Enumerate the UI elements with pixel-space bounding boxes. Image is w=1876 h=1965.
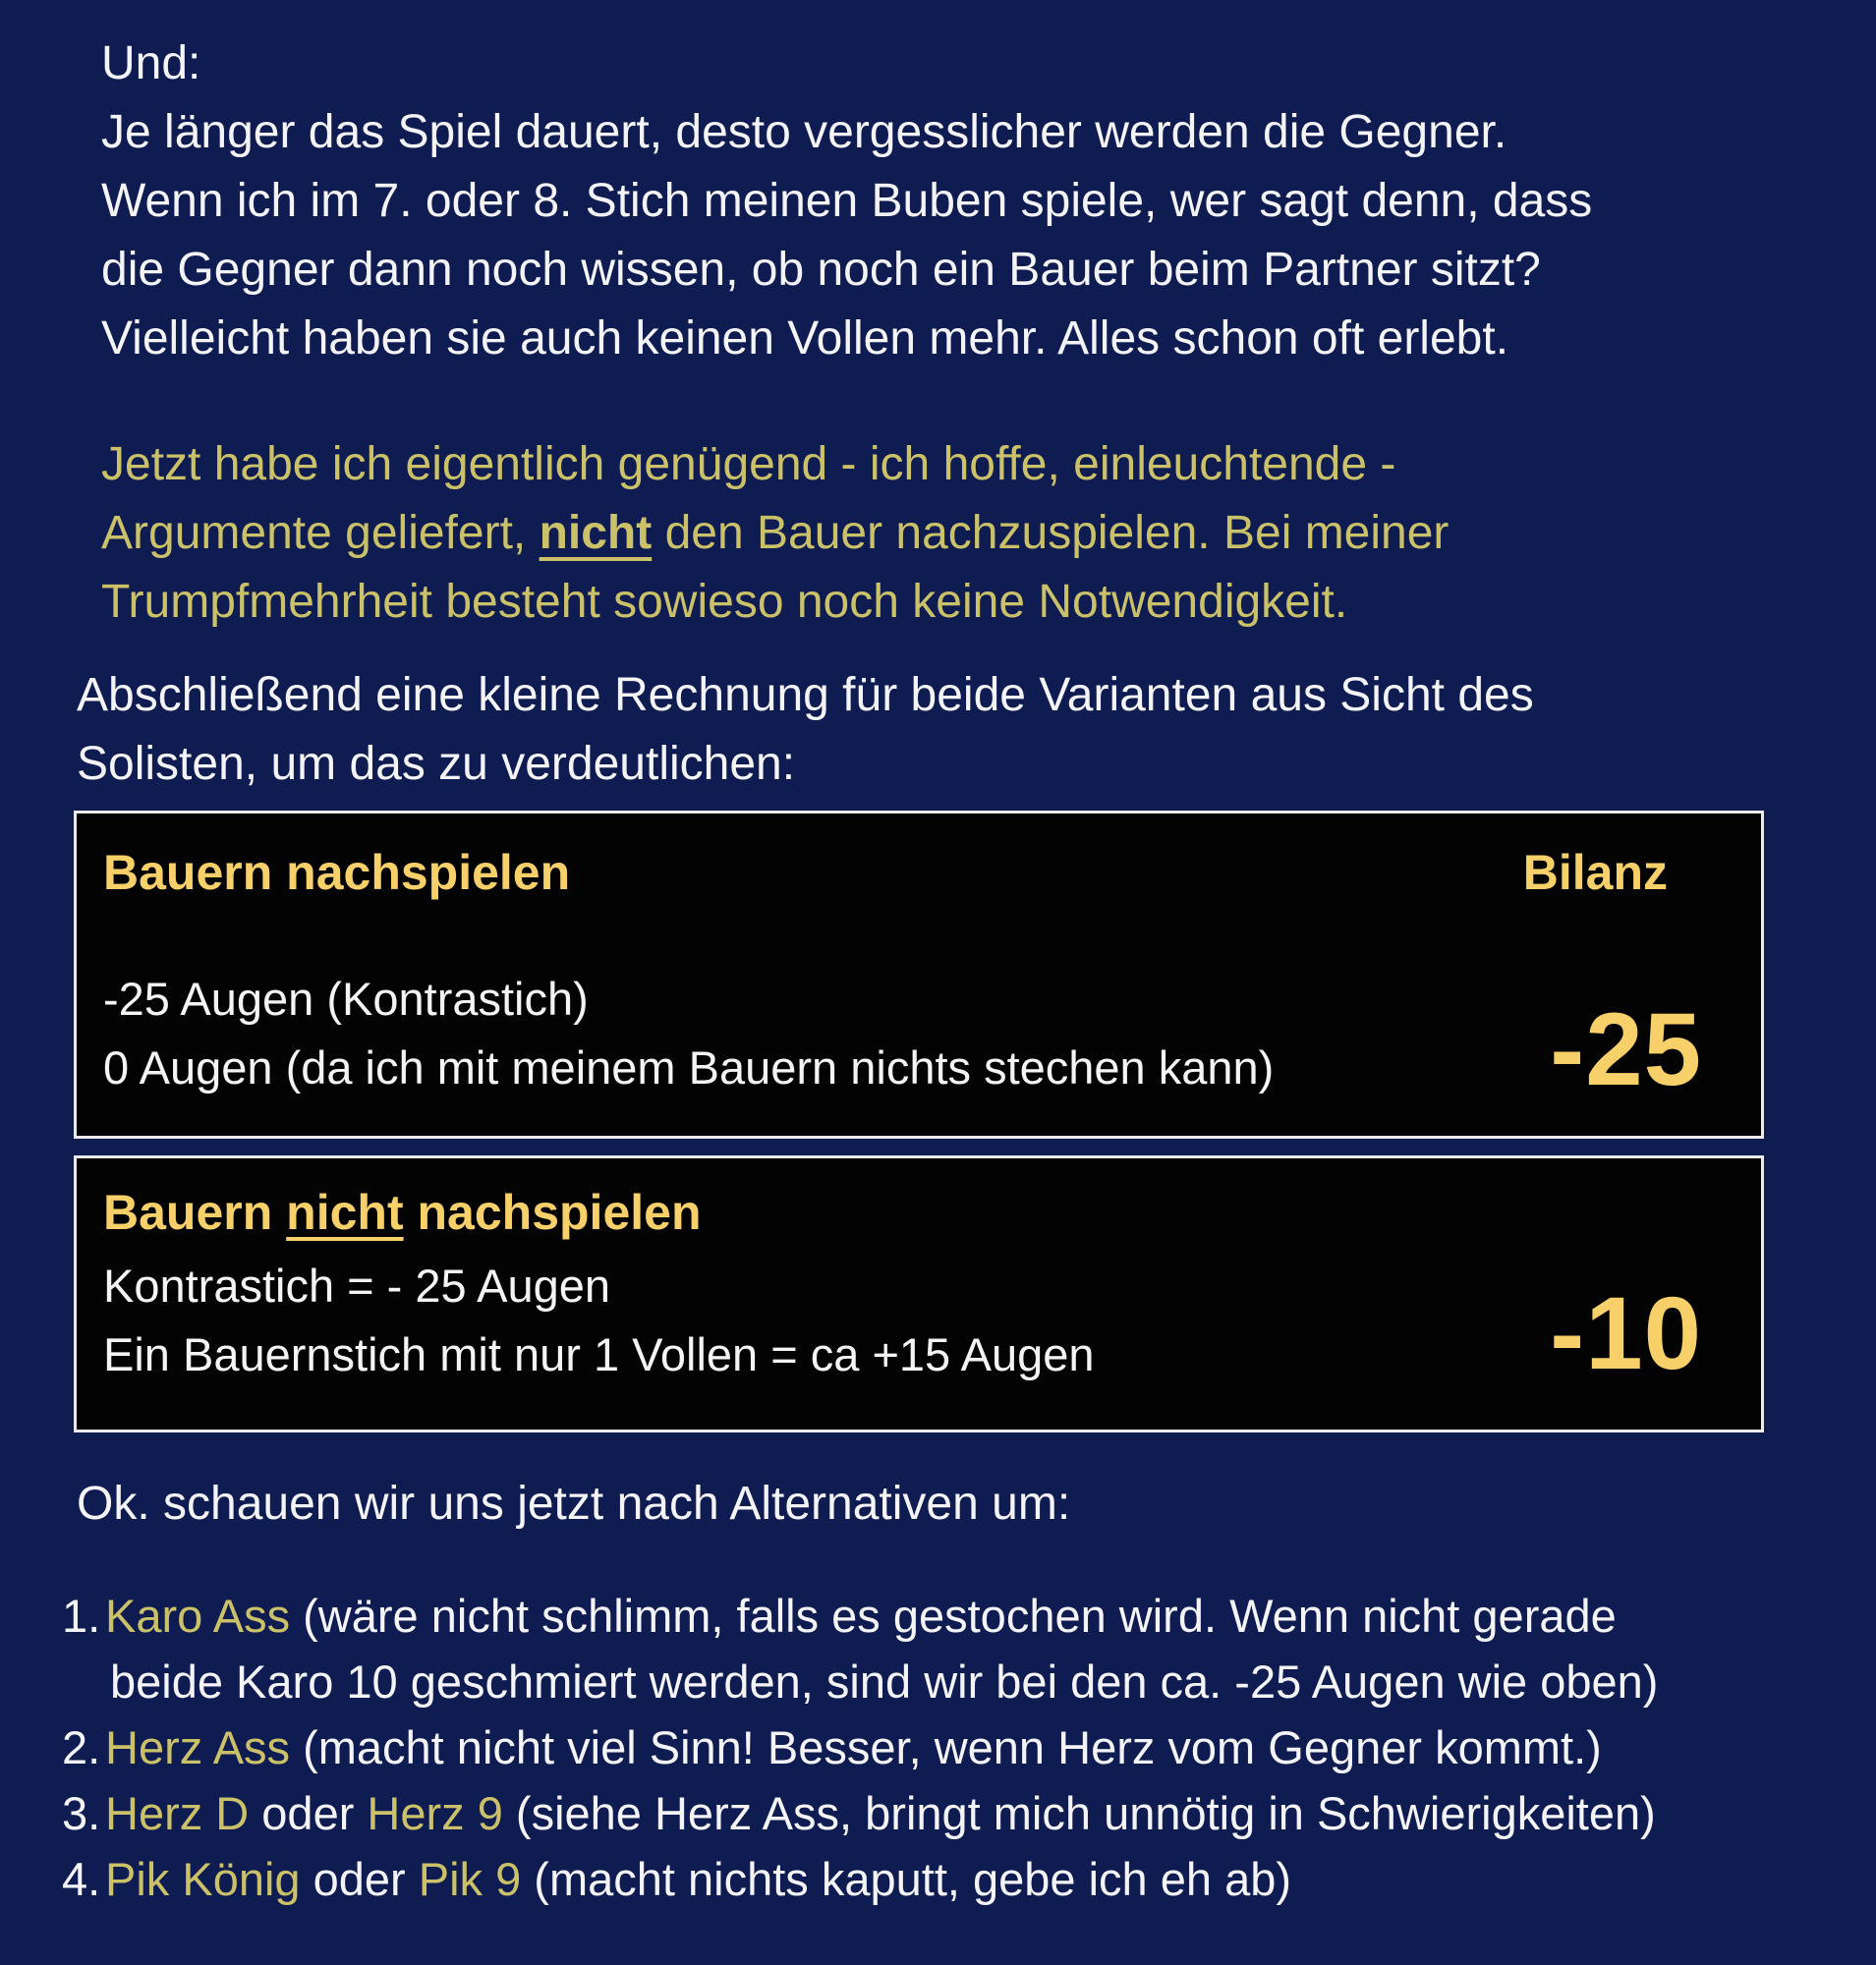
alternatives-list [62, 1583, 1876, 1912]
alternatives-heading: Ok. schauen wir uns jetzt nach Alternativen um: [77, 1478, 1071, 1530]
card-name: Herz 9 [367, 1787, 503, 1839]
balance-value: -10 [1550, 1276, 1702, 1391]
item-text: (siehe Herz Ass, bringt mich unnötig in Schwierigkeiten) [502, 1787, 1656, 1839]
item-number: 1. [62, 1590, 101, 1642]
advice-line-pre: Argumente geliefert, [101, 507, 540, 559]
card-name: Pik 9 [418, 1853, 522, 1905]
balance-label: Bilanz [1522, 845, 1668, 900]
intro-line: Vielleicht haben sie auch keinen Vollen mehr. Alles schon oft erlebt. [101, 312, 1509, 365]
advice-line [101, 499, 1876, 568]
calc-box-nicht-nachspielen [74, 1155, 1764, 1432]
list-item-herz-ass [62, 1714, 1876, 1780]
nicht-emphasis: nicht [286, 1185, 404, 1240]
card-name: Pik König [105, 1853, 301, 1905]
item-number: 4. [62, 1853, 101, 1905]
advice-line: Jetzt habe ich eigentlich genügend - ich hoffe, einleuchtende - [101, 438, 1396, 490]
continuation-line: beide Karo 10 geschmiert werden, sind wir bei den ca. -25 Augen wie oben) [110, 1656, 1659, 1708]
box-title [103, 1185, 702, 1240]
box-body [103, 965, 1761, 1107]
box-body [103, 1252, 1761, 1389]
item-number: 3. [62, 1787, 101, 1839]
nicht-emphasis: nicht [539, 507, 653, 559]
advice-line-post: den Bauer nachzuspielen. Bei meiner [652, 507, 1450, 559]
intro-line: die Gegner dann noch wissen, ob noch ein Bauer beim Partner sitzt? [101, 244, 1541, 296]
box-line: Kontrastich = - 25 Augen [103, 1260, 611, 1312]
list-item-line [62, 1846, 1876, 1912]
box-line: -25 Augen (Kontrastich) [103, 973, 589, 1025]
advice-line: Trumpfmehrheit besteht sowieso noch keine Notwendigkeit. [101, 576, 1348, 628]
intro-paragraph [101, 0, 1876, 373]
box-title-row [103, 1185, 1761, 1240]
intro-line: Und: [101, 37, 201, 89]
box-title-row [103, 845, 1761, 900]
box-line: 0 Augen (da ich mit meinem Bauern nichts stechen kann) [103, 1041, 1275, 1094]
list-item-karo-ass [62, 1583, 1876, 1714]
box-line: Ein Bauernstich mit nur 1 Vollen = ca +15 Augen [103, 1328, 1095, 1380]
list-item-line [62, 1583, 1876, 1649]
card-name: Karo Ass [105, 1590, 291, 1642]
balance-value: -25 [1550, 992, 1702, 1107]
item-text: (macht nicht viel Sinn! Besser, wenn Herz vom Gegner kommt.) [290, 1721, 1602, 1773]
item-number: 2. [62, 1721, 101, 1773]
list-item-line [62, 1780, 1876, 1846]
intro-line: Wenn ich im 7. oder 8. Stich meinen Buben spiele, wer sagt denn, dass [101, 175, 1593, 227]
box-title-pre: Bauern [103, 1185, 287, 1240]
item-text: (wäre nicht schlimm, falls es gestochen wird. Wenn nicht gerade [290, 1590, 1617, 1642]
list-item-line [62, 1714, 1876, 1780]
closing-line: Solisten, um das zu verdeutlichen: [77, 738, 796, 790]
closing-line: Abschließend eine kleine Rechnung für beide Varianten aus Sicht des [77, 669, 1534, 721]
intro-line: Je länger das Spiel dauert, desto vergesslicher werden die Gegner. [101, 106, 1507, 158]
closing-paragraph [77, 661, 1876, 799]
calc-box-nachspielen [74, 811, 1764, 1139]
item-text: oder [249, 1787, 368, 1839]
list-item-herz-d-herz-9 [62, 1780, 1876, 1846]
list-item-pik-koenig-pik-9 [62, 1846, 1876, 1912]
card-name: Herz D [105, 1787, 250, 1839]
item-text: oder [300, 1853, 419, 1905]
box-title-post: nachspielen [403, 1185, 702, 1240]
card-name: Herz Ass [105, 1721, 291, 1773]
advice-paragraph [101, 430, 1876, 637]
item-text: (macht nichts kaputt, gebe ich eh ab) [521, 1853, 1292, 1905]
box-title: Bauern nachspielen [103, 845, 571, 900]
